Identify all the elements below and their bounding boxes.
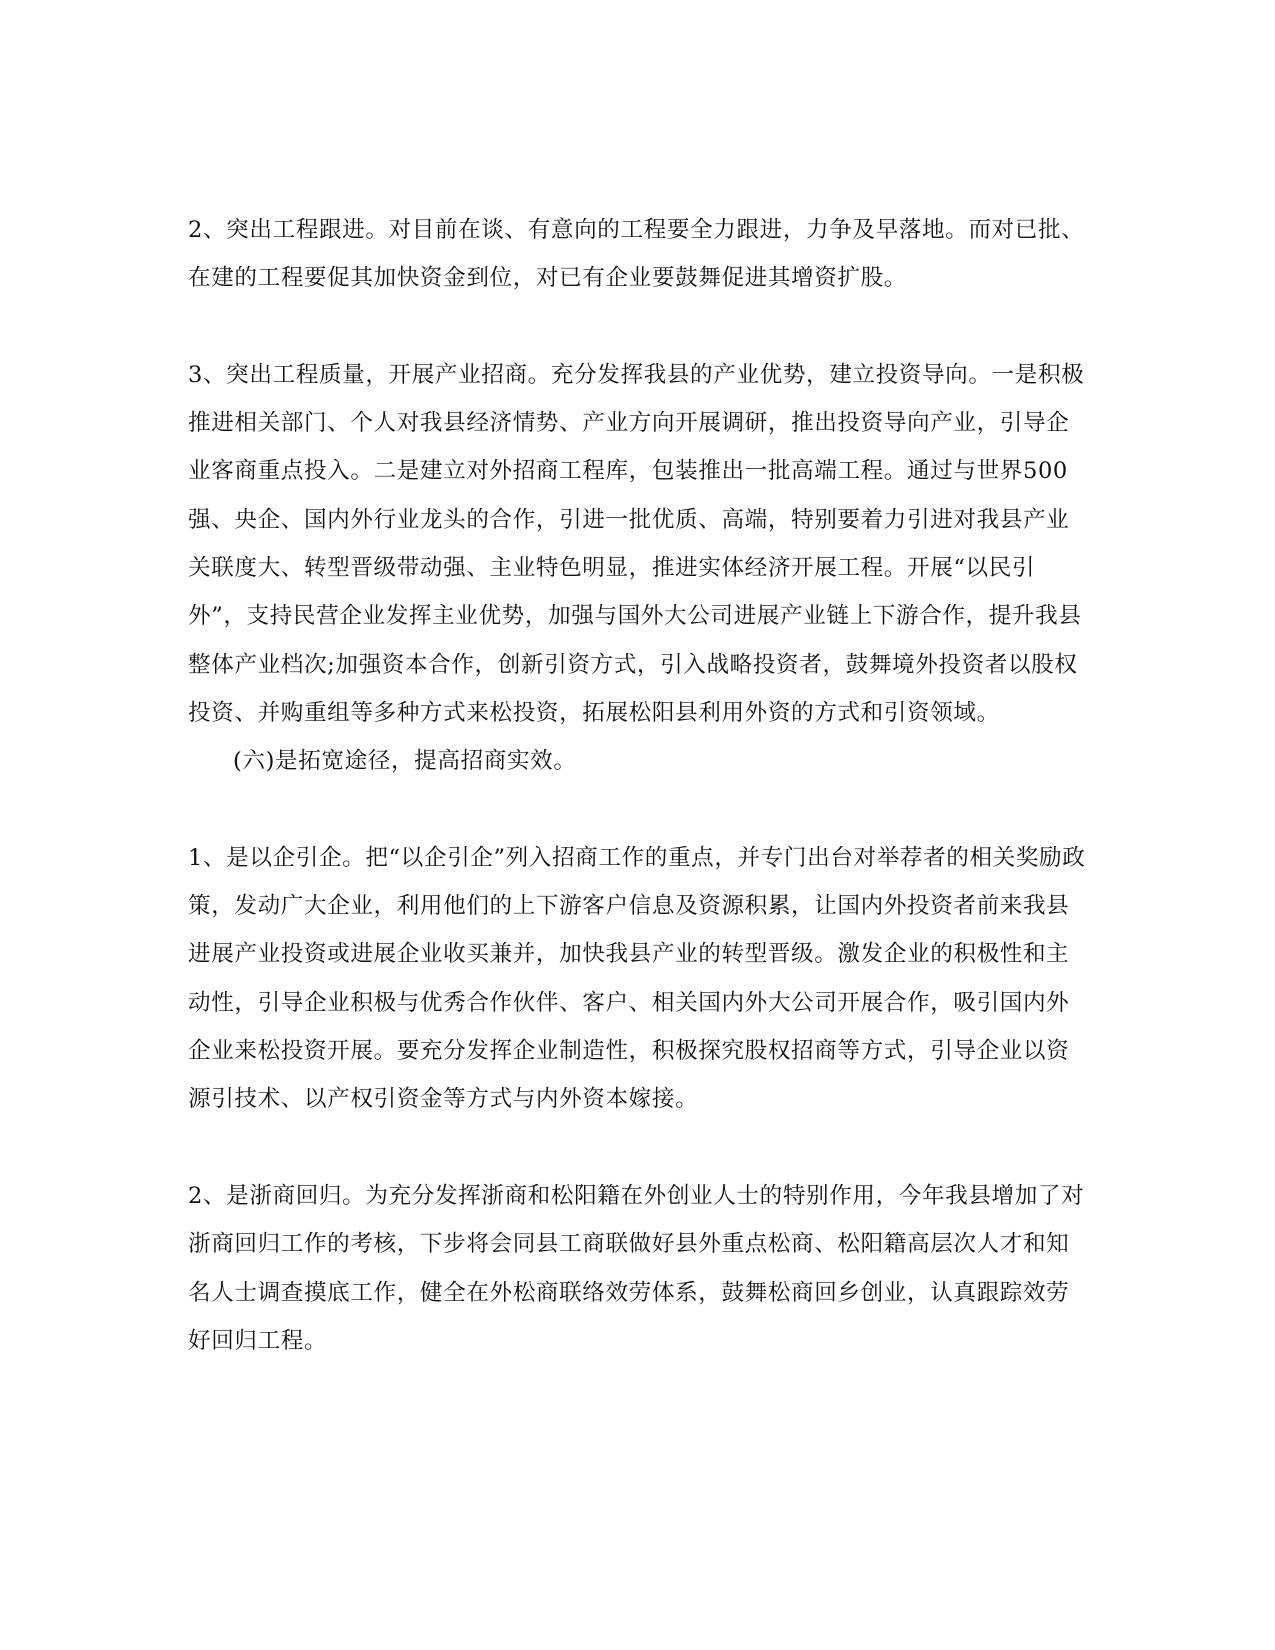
section-heading-6: (六)是拓宽途径，提高招商实效。 <box>233 748 577 775</box>
paragraph-item-3: 3、突出工程质量，开展产业招商。充分发挥我县的产业优势，建立投资导向。一是积极推进相关部门、个人对我县经济情势、产业方向开展调研，推出投资导向产业，引导企业客商重点投入。二是建立对外招商工程库，包装推出一批高端工程。通过与世界500强、央企、国内外行业龙头的合作，引进一批优质、高端，特别要着力引进对我县产业关联度大、转型晋级带动强、主业特色明显，推进实体经济开展工程。开展“以民引外”，支持民营企业发挥主业优势，加强与国外大公司进展产业链上下游合作，提升我县整体产业档次;加强资本合作，创新引资方式，引入战略投资者，鼓舞境外投资者以股权投资、并购重组等多种方式来松投资，拓展松阳县利用外资的方式和引资领域。 <box>188 361 1085 726</box>
paragraph-item-1: 1、是以企引企。把“以企引企”列入招商工作的重点，并专门出台对举荐者的相关奖励政策，发动广大企业，利用他们的上下游客户信息及资源积累，让国内外投资者前来我县进展产业投资或进展企业收买兼并，加快我县产业的转型晋级。激发企业的积极性和主动性，引导企业积极与优秀合作伙伴、客户、相关国内外大公司开展合作，吸引国内外企业来松投资开展。要充分发挥企业制造性，积极探究股权招商等方式，引导企业以资源引技术、以产权引资金等方式与内外资本嫁接。 <box>188 844 1086 1113</box>
paragraph-item-2b: 2、是浙商回归。为充分发挥浙商和松阳籍在外创业人士的特别作用，今年我县增加了对浙商回归工作的考核，下步将会同县工商联做好县外重点松商、松阳籍高层次人才和知名人士调查摸底工作，健全在外松商联络效劳体系，鼓舞松商回乡创业，认真跟踪效劳好回归工程。 <box>188 1182 1085 1354</box>
document-body <box>188 206 1088 1365</box>
paragraph-item-2: 2、突出工程跟进。对目前在谈、有意向的工程要全力跟进，力争及早落地。而对已批、在建的工程要促其加快资金到位，对已有企业要鼓舞促进其增资扩股。 <box>188 217 1085 292</box>
